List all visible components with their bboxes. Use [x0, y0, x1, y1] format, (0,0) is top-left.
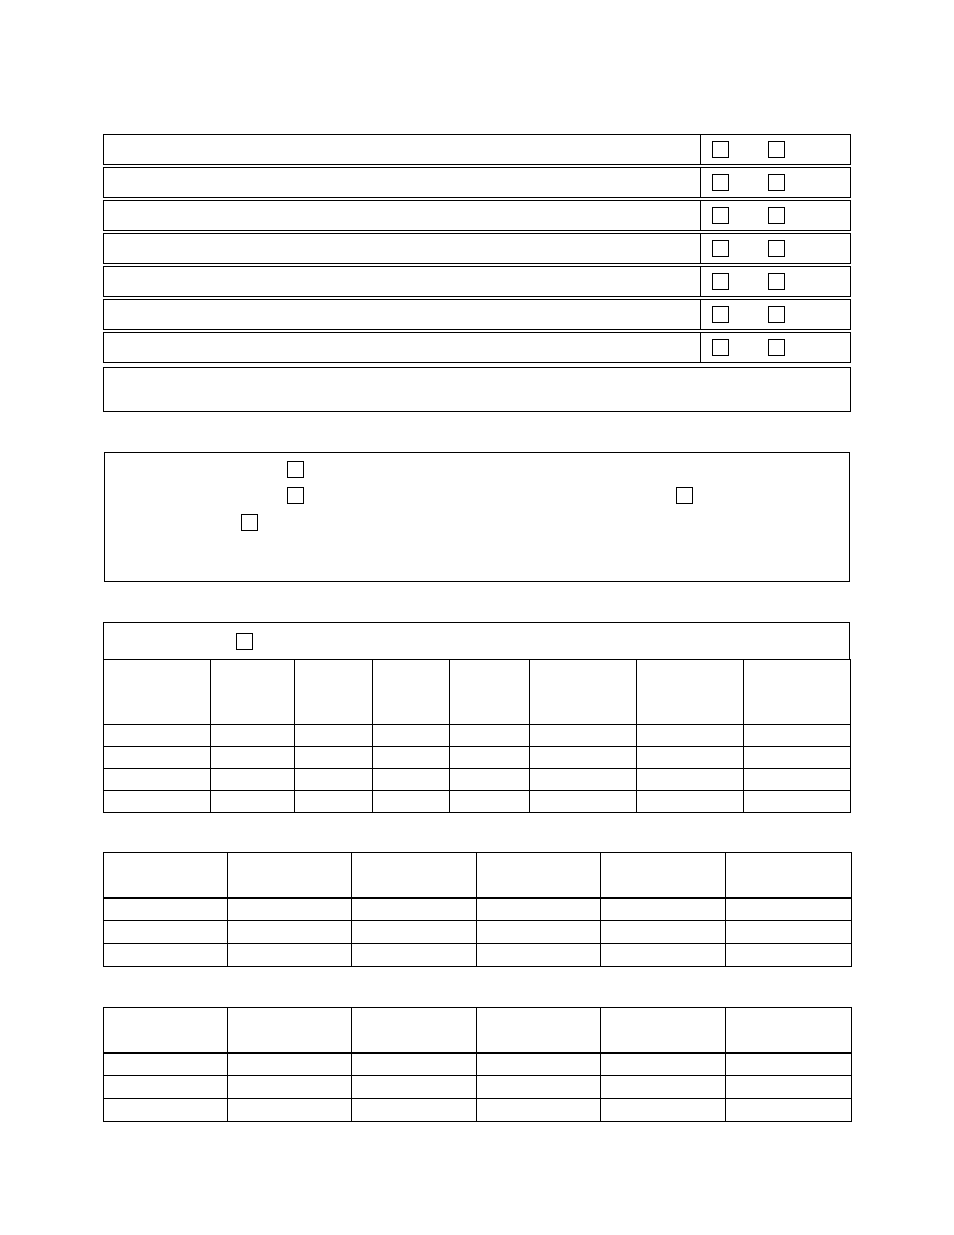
yes-checkbox[interactable] — [712, 174, 729, 191]
table-header-row — [104, 853, 852, 898]
option-4-checkbox[interactable] — [241, 514, 258, 531]
question-text — [104, 333, 701, 362]
table-cell[interactable] — [295, 747, 373, 769]
table-cell[interactable] — [228, 1076, 352, 1099]
question-answers — [701, 234, 850, 263]
column-header — [450, 660, 530, 725]
column-header — [211, 660, 295, 725]
table-cell[interactable] — [211, 725, 295, 747]
table-1-checkbox[interactable] — [236, 633, 253, 650]
table-cell[interactable] — [637, 769, 744, 791]
question-answers — [701, 300, 850, 329]
table-cell[interactable] — [744, 769, 851, 791]
question-text — [104, 201, 701, 230]
column-header — [601, 1008, 726, 1053]
option-2-checkbox[interactable] — [287, 487, 304, 504]
table-cell[interactable] — [601, 1099, 726, 1122]
table-cell[interactable] — [477, 921, 601, 944]
table-cell[interactable] — [228, 898, 352, 921]
table-cell[interactable] — [450, 769, 530, 791]
yes-checkbox[interactable] — [712, 141, 729, 158]
table-cell[interactable] — [352, 1076, 477, 1099]
question-row-7 — [103, 332, 851, 363]
table-cell[interactable] — [450, 725, 530, 747]
question-row-2 — [103, 167, 851, 198]
table-cell[interactable] — [228, 1099, 352, 1122]
table-cell[interactable] — [352, 921, 477, 944]
table-3 — [103, 1007, 852, 1122]
column-header — [637, 660, 744, 725]
table-cell[interactable] — [373, 725, 450, 747]
table-cell[interactable] — [477, 1053, 601, 1076]
table-cell[interactable] — [295, 725, 373, 747]
table-cell[interactable] — [477, 944, 601, 967]
table-cell[interactable] — [104, 898, 228, 921]
table-row — [104, 747, 851, 769]
table-cell[interactable] — [104, 747, 211, 769]
table-cell[interactable] — [450, 791, 530, 813]
question-text — [104, 168, 701, 197]
question-row-6 — [103, 299, 851, 330]
table-cell[interactable] — [228, 921, 352, 944]
table-cell[interactable] — [601, 921, 726, 944]
table-cell[interactable] — [477, 1099, 601, 1122]
table-cell[interactable] — [477, 898, 601, 921]
question-answers — [701, 201, 850, 230]
table-row — [104, 1053, 852, 1076]
table-cell[interactable] — [637, 747, 744, 769]
question-answers — [701, 267, 850, 296]
yes-checkbox[interactable] — [712, 306, 729, 323]
table-cell[interactable] — [601, 1053, 726, 1076]
column-header — [295, 660, 373, 725]
table-cell[interactable] — [373, 747, 450, 769]
column-header — [352, 853, 477, 898]
column-header — [477, 1008, 601, 1053]
table-cell[interactable] — [601, 1076, 726, 1099]
table-cell[interactable] — [530, 725, 637, 747]
options-box — [104, 452, 850, 582]
table-cell[interactable] — [211, 747, 295, 769]
table-cell[interactable] — [637, 791, 744, 813]
yes-checkbox[interactable] — [712, 207, 729, 224]
question-answers — [701, 168, 850, 197]
column-header — [530, 660, 637, 725]
column-header — [352, 1008, 477, 1053]
table-cell[interactable] — [352, 1099, 477, 1122]
table-row — [104, 921, 852, 944]
table-cell[interactable] — [726, 944, 852, 967]
column-header — [104, 853, 228, 898]
no-checkbox[interactable] — [768, 273, 785, 290]
table-cell[interactable] — [530, 747, 637, 769]
question-row-3 — [103, 200, 851, 231]
question-text — [104, 234, 701, 263]
table-cell[interactable] — [104, 921, 228, 944]
table-cell[interactable] — [295, 791, 373, 813]
table-header-row — [104, 1008, 852, 1053]
table-row — [104, 1076, 852, 1099]
table-cell[interactable] — [726, 1099, 852, 1122]
question-text — [104, 300, 701, 329]
column-header — [744, 660, 851, 725]
column-header — [104, 660, 211, 725]
column-header — [726, 853, 852, 898]
question-row-1 — [103, 134, 851, 165]
question-answers — [701, 333, 850, 362]
table-cell[interactable] — [104, 1076, 228, 1099]
table-cell[interactable] — [530, 791, 637, 813]
question-answers — [701, 135, 850, 164]
table-cell[interactable] — [530, 769, 637, 791]
table-cell[interactable] — [601, 944, 726, 967]
table-cell[interactable] — [450, 747, 530, 769]
question-row-4 — [103, 233, 851, 264]
option-3-checkbox[interactable] — [676, 487, 693, 504]
table-cell[interactable] — [352, 1053, 477, 1076]
table-cell[interactable] — [211, 769, 295, 791]
table-1 — [103, 659, 851, 813]
column-header — [104, 1008, 228, 1053]
table-row — [104, 769, 851, 791]
column-header — [601, 853, 726, 898]
table-cell[interactable] — [352, 898, 477, 921]
no-checkbox[interactable] — [768, 141, 785, 158]
table-cell[interactable] — [228, 944, 352, 967]
table-cell[interactable] — [228, 1053, 352, 1076]
column-header — [373, 660, 450, 725]
table-cell[interactable] — [104, 1053, 228, 1076]
table-cell[interactable] — [477, 1076, 601, 1099]
table-row — [104, 1099, 852, 1122]
table-cell[interactable] — [744, 725, 851, 747]
table-cell[interactable] — [104, 791, 211, 813]
table-cell[interactable] — [726, 1053, 852, 1076]
column-header — [477, 853, 601, 898]
column-header — [228, 853, 352, 898]
table-header-row — [104, 660, 851, 725]
yes-checkbox[interactable] — [712, 273, 729, 290]
question-text — [104, 267, 701, 296]
yes-checkbox[interactable] — [712, 240, 729, 257]
question-text — [104, 135, 701, 164]
table-row — [104, 725, 851, 747]
yes-checkbox[interactable] — [712, 339, 729, 356]
table-row — [104, 898, 852, 921]
table-cell[interactable] — [637, 725, 744, 747]
no-checkbox[interactable] — [768, 339, 785, 356]
table-cell[interactable] — [211, 791, 295, 813]
table-cell[interactable] — [104, 769, 211, 791]
table-1-title-row — [103, 622, 850, 660]
table-cell[interactable] — [726, 1076, 852, 1099]
table-cell[interactable] — [104, 1099, 228, 1122]
no-checkbox[interactable] — [768, 174, 785, 191]
table-cell[interactable] — [104, 944, 228, 967]
table-cell[interactable] — [601, 898, 726, 921]
questions-note-field[interactable] — [103, 367, 851, 412]
table-cell[interactable] — [295, 769, 373, 791]
no-checkbox[interactable] — [768, 207, 785, 224]
table-2 — [103, 852, 852, 967]
table-cell[interactable] — [744, 791, 851, 813]
table-cell[interactable] — [744, 747, 851, 769]
table-row — [104, 944, 852, 967]
no-checkbox[interactable] — [768, 240, 785, 257]
question-row-5 — [103, 266, 851, 297]
table-cell[interactable] — [726, 921, 852, 944]
column-header — [726, 1008, 852, 1053]
table-row — [104, 791, 851, 813]
table-cell[interactable] — [373, 769, 450, 791]
table-cell[interactable] — [726, 898, 852, 921]
table-cell[interactable] — [352, 944, 477, 967]
table-cell[interactable] — [104, 725, 211, 747]
option-1-checkbox[interactable] — [287, 461, 304, 478]
table-cell[interactable] — [373, 791, 450, 813]
no-checkbox[interactable] — [768, 306, 785, 323]
column-header — [228, 1008, 352, 1053]
